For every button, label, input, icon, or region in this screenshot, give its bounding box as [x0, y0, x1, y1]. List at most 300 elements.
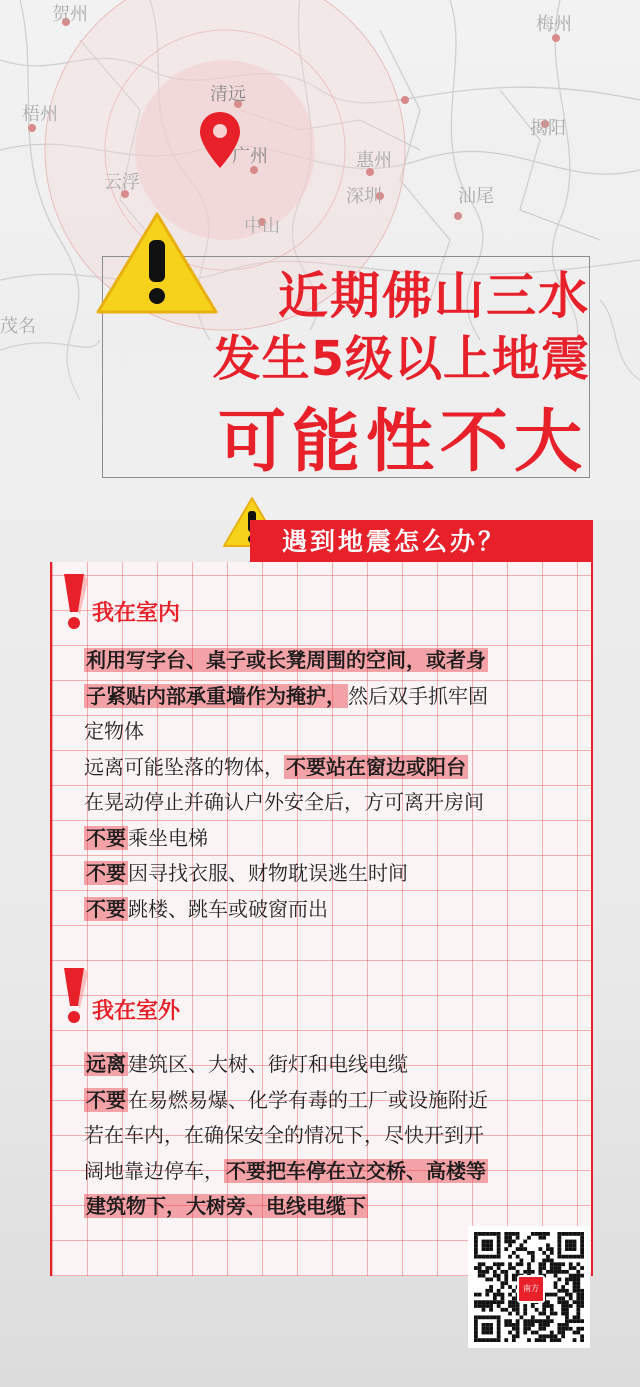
tip-text: 远离可能坠落的物体，: [84, 754, 284, 779]
qr-module: [478, 1300, 482, 1304]
qr-module: [497, 1262, 501, 1266]
qr-module: [485, 1255, 489, 1259]
qr-module: [565, 1247, 569, 1251]
qr-module: [493, 1232, 497, 1236]
qr-module: [516, 1308, 520, 1312]
qr-module: [485, 1240, 489, 1244]
qr-module: [580, 1232, 584, 1236]
qr-module: [576, 1304, 580, 1308]
qr-module: [550, 1319, 554, 1323]
headline-line-1: 近期佛山三水: [278, 267, 590, 325]
qr-module: [554, 1285, 558, 1289]
tip-text: 然后双手抓牢固: [348, 683, 488, 708]
qr-module: [569, 1274, 573, 1278]
qr-module: [565, 1293, 569, 1297]
qr-module: [497, 1243, 501, 1247]
qr-module: [501, 1293, 505, 1297]
qr-module: [482, 1308, 486, 1312]
qr-module: [565, 1281, 569, 1285]
qr-module: [523, 1304, 527, 1308]
qr-module: [527, 1270, 531, 1274]
qr-module: [576, 1300, 580, 1304]
qr-module: [576, 1278, 580, 1282]
qr-module: [512, 1240, 516, 1244]
qr-module: [520, 1247, 524, 1251]
qr-module: [554, 1338, 558, 1342]
exclamation-icon: [58, 962, 90, 1026]
qr-module: [474, 1300, 478, 1304]
qr-module: [474, 1232, 478, 1236]
qr-module: [527, 1266, 531, 1270]
qr-module: [542, 1312, 546, 1316]
tip-highlight: 建筑物下，大树旁、电线电缆下: [86, 1194, 366, 1218]
qr-module: [573, 1232, 577, 1236]
qr-module: [508, 1262, 512, 1266]
qr-module: [474, 1251, 478, 1255]
qr-module: [580, 1274, 584, 1278]
qr-module: [489, 1289, 493, 1293]
qr-module: [516, 1255, 520, 1259]
qr-module: [546, 1315, 550, 1319]
qr-module: [485, 1323, 489, 1327]
qr-module: [546, 1270, 550, 1274]
qr-module: [561, 1270, 565, 1274]
qr-module: [478, 1262, 482, 1266]
qr-module: [497, 1274, 501, 1278]
qr-module: [497, 1293, 501, 1297]
qr-module: [531, 1323, 535, 1327]
city-label: 云浮: [104, 172, 140, 193]
qr-module: [546, 1293, 550, 1297]
city-label: 广州: [232, 146, 268, 167]
qr-module: [493, 1296, 497, 1300]
tip-highlight: 远离: [86, 1052, 126, 1076]
qr-module: [474, 1323, 478, 1327]
qr-module: [561, 1300, 565, 1304]
qr-module: [557, 1270, 561, 1274]
qr-module: [538, 1262, 542, 1266]
qr-module: [550, 1251, 554, 1255]
qr-module: [485, 1266, 489, 1270]
qr-module: [508, 1285, 512, 1289]
qr-module: [485, 1278, 489, 1282]
qr-module: [546, 1323, 550, 1327]
qr-module: [497, 1247, 501, 1251]
qr-module: [508, 1293, 512, 1297]
qr-module: [482, 1262, 486, 1266]
qr-module: [482, 1243, 486, 1247]
qr-module: [512, 1323, 516, 1327]
qr-module: [516, 1236, 520, 1240]
qr-module: [497, 1278, 501, 1282]
qr-module: [580, 1304, 584, 1308]
qr-module: [497, 1255, 501, 1259]
qr-module: [493, 1293, 497, 1297]
tip-line: [84, 682, 488, 710]
qr-module: [508, 1232, 512, 1236]
location-pin-icon: [198, 110, 242, 170]
city-label: 清远: [210, 84, 246, 105]
qr-module: [542, 1251, 546, 1255]
tip-text: 若在车内，在确保安全的情况下，尽快开到开: [84, 1123, 484, 1147]
qr-module: [508, 1300, 512, 1304]
qr-module: [474, 1236, 478, 1240]
qr-module: [531, 1255, 535, 1259]
qr-module: [512, 1334, 516, 1338]
qr-module: [557, 1232, 561, 1236]
qr-module: [557, 1262, 561, 1266]
qr-module: [565, 1255, 569, 1259]
qr-module: [569, 1255, 573, 1259]
qr-module: [561, 1323, 565, 1327]
qr-module: [573, 1240, 577, 1244]
qr-module: [482, 1323, 486, 1327]
qr-module: [546, 1300, 550, 1304]
qr-module: [565, 1323, 569, 1327]
tip-highlight: 不要: [86, 1087, 126, 1112]
tip-highlight: 不要: [86, 825, 126, 850]
qr-module: [520, 1243, 524, 1247]
qr-module: [557, 1255, 561, 1259]
tip-line: [84, 1050, 408, 1078]
qr-module: [576, 1315, 580, 1319]
qr-module: [561, 1285, 565, 1289]
qr-module: [508, 1243, 512, 1247]
qr-module: [482, 1300, 486, 1304]
qr-module: [508, 1331, 512, 1335]
qr-module: [516, 1262, 520, 1266]
qr-module: [576, 1293, 580, 1297]
qr-module: [497, 1334, 501, 1338]
qr-module: [546, 1232, 550, 1236]
qr-module: [504, 1319, 508, 1323]
city-label: 贺州: [52, 4, 88, 25]
qr-module: [531, 1319, 535, 1323]
qr-module: [561, 1331, 565, 1335]
qr-module: [489, 1243, 493, 1247]
qr-module: [573, 1243, 577, 1247]
qr-module: [546, 1243, 550, 1247]
qr-module: [482, 1315, 486, 1319]
tip-text: 乘坐电梯: [128, 825, 208, 850]
qr-module: [482, 1304, 486, 1308]
qr-module: [538, 1338, 542, 1342]
qr-module: [474, 1240, 478, 1244]
qr-module: [546, 1255, 550, 1259]
qr-module: [489, 1327, 493, 1331]
qr-module: [474, 1266, 478, 1270]
qr-module: [493, 1270, 497, 1274]
tip-line: [84, 646, 488, 674]
qr-module: [538, 1319, 542, 1323]
qr-module: [550, 1266, 554, 1270]
tip-line: [84, 859, 408, 887]
qr-module: [489, 1323, 493, 1327]
qr-module: [485, 1304, 489, 1308]
qr-module: [504, 1323, 508, 1327]
qr-module: [485, 1270, 489, 1274]
qr-module: [576, 1270, 580, 1274]
qr-module: [474, 1315, 478, 1319]
qr-module: [538, 1323, 542, 1327]
tip-highlight: 不要: [86, 861, 126, 885]
qr-module: [561, 1334, 565, 1338]
qr-module: [550, 1247, 554, 1251]
qr-module: [516, 1312, 520, 1316]
qr-module: [565, 1240, 569, 1244]
qr-module: [565, 1270, 569, 1274]
qr-module: [478, 1315, 482, 1319]
qr-module: [527, 1251, 531, 1255]
qr-module: [497, 1304, 501, 1308]
qr-module: [482, 1327, 486, 1331]
qr-module: [485, 1331, 489, 1335]
qr-module: [501, 1281, 505, 1285]
qr-module: [542, 1262, 546, 1266]
qr-module: [576, 1285, 580, 1289]
qr-module: [527, 1236, 531, 1240]
qr-module: [580, 1251, 584, 1255]
city-label: 汕尾: [458, 186, 494, 207]
qr-module: [569, 1232, 573, 1236]
qr-module: [557, 1296, 561, 1300]
qr-module: [489, 1247, 493, 1251]
tip-highlight: 利用写字台、桌子或长凳周围的空间，或者身: [86, 648, 486, 672]
qr-module: [535, 1308, 539, 1312]
qr-module: [497, 1236, 501, 1240]
city-label: 深圳: [346, 186, 382, 207]
qr-module: [504, 1308, 508, 1312]
qr-module: [508, 1323, 512, 1327]
qr-module: [573, 1281, 577, 1285]
qr-module: [527, 1327, 531, 1331]
qr-module: [478, 1338, 482, 1342]
qr-module: [520, 1262, 524, 1266]
qr-module: [508, 1312, 512, 1316]
qr-module: [523, 1323, 527, 1327]
qr-module: [580, 1319, 584, 1323]
qr-module: [497, 1300, 501, 1304]
qr-module: [542, 1259, 546, 1263]
qr-module: [569, 1319, 573, 1323]
qr-module: [565, 1289, 569, 1293]
qr-module: [569, 1296, 573, 1300]
qr-module: [489, 1232, 493, 1236]
qr-module: [561, 1308, 565, 1312]
qr-code[interactable]: [468, 1226, 590, 1348]
city-label: 茂名: [0, 316, 36, 337]
qr-module: [493, 1255, 497, 1259]
qr-module: [508, 1266, 512, 1270]
tip-text: 因寻找衣服、财物耽误逃生时间: [128, 861, 408, 885]
qr-module: [516, 1304, 520, 1308]
qr-module: [580, 1334, 584, 1338]
tip-highlight: 不要: [86, 896, 126, 921]
qr-module: [501, 1296, 505, 1300]
qr-module: [561, 1312, 565, 1316]
qr-module: [569, 1266, 573, 1270]
qr-module: [497, 1289, 501, 1293]
qr-module: [474, 1243, 478, 1247]
qr-module: [531, 1232, 535, 1236]
qr-module: [569, 1240, 573, 1244]
qr-module: [504, 1281, 508, 1285]
qr-module: [482, 1331, 486, 1335]
qr-module: [493, 1262, 497, 1266]
tip-highlight: 不要站在窗边或阳台: [286, 754, 466, 779]
qr-module: [565, 1304, 569, 1308]
qr-module: [538, 1327, 542, 1331]
qr-module: [557, 1331, 561, 1335]
qr-module: [482, 1240, 486, 1244]
tip-line: [84, 1121, 484, 1149]
city-label: 梅州: [536, 14, 572, 35]
qr-module: [489, 1255, 493, 1259]
qr-module: [478, 1266, 482, 1270]
qr-module: [573, 1319, 577, 1323]
tip-highlight: 子紧贴内部承重墙作为掩护，: [86, 683, 346, 708]
qr-module: [576, 1296, 580, 1300]
qr-module: [520, 1259, 524, 1263]
qr-module: [561, 1304, 565, 1308]
qr-module: [542, 1266, 546, 1270]
qr-module: [504, 1240, 508, 1244]
qr-module: [573, 1274, 577, 1278]
qr-module: [489, 1315, 493, 1319]
qr-module: [497, 1327, 501, 1331]
qr-module: [482, 1255, 486, 1259]
qr-module: [497, 1319, 501, 1323]
qr-module: [569, 1262, 573, 1266]
qr-module: [523, 1331, 527, 1335]
qr-module: [485, 1327, 489, 1331]
qr-module: [561, 1255, 565, 1259]
qr-module: [573, 1331, 577, 1335]
qr-module: [512, 1327, 516, 1331]
qr-module: [542, 1308, 546, 1312]
qr-module: [497, 1315, 501, 1319]
qr-module: [580, 1289, 584, 1293]
tip-text: 建筑区、大树、街灯和电线电缆: [128, 1052, 408, 1076]
qr-module: [576, 1319, 580, 1323]
qr-module: [576, 1281, 580, 1285]
qr-module: [569, 1278, 573, 1282]
qr-module: [520, 1315, 524, 1319]
tip-line: [84, 1086, 488, 1114]
qr-module: [550, 1312, 554, 1316]
city-label: 梧州: [22, 104, 58, 125]
qr-module: [512, 1232, 516, 1236]
exclamation-icon: [58, 568, 90, 632]
qr-module: [557, 1251, 561, 1255]
qr-module: [557, 1240, 561, 1244]
qr-module: [554, 1262, 558, 1266]
qr-module: [580, 1266, 584, 1270]
qr-module: [474, 1334, 478, 1338]
qr-module: [508, 1240, 512, 1244]
qr-logo: 南方: [517, 1275, 545, 1303]
qr-module: [538, 1236, 542, 1240]
qr-module: [580, 1243, 584, 1247]
qr-module: [508, 1236, 512, 1240]
city-label: 揭阳: [530, 118, 566, 139]
qr-module: [554, 1274, 558, 1278]
qr-module: [504, 1278, 508, 1282]
qr-module: [474, 1319, 478, 1323]
qr-module: [550, 1262, 554, 1266]
qr-module: [523, 1270, 527, 1274]
qr-module: [576, 1312, 580, 1316]
qr-module: [580, 1300, 584, 1304]
qr-module: [554, 1312, 558, 1316]
tip-highlight: 不要把车停在立交桥、高楼等: [226, 1158, 486, 1183]
qr-module: [554, 1270, 558, 1274]
qr-module: [501, 1270, 505, 1274]
qr-module: [561, 1262, 565, 1266]
tip-line: [84, 824, 208, 852]
qr-module: [554, 1281, 558, 1285]
tip-line: [84, 717, 144, 745]
qr-module: [493, 1338, 497, 1342]
tip-text: 在易燃易爆、化学有毒的工厂或设施附近: [128, 1087, 488, 1112]
qr-module: [573, 1285, 577, 1289]
qr-module: [550, 1331, 554, 1335]
qr-module: [565, 1319, 569, 1323]
qr-module: [512, 1300, 516, 1304]
qr-module: [546, 1304, 550, 1308]
tip-line: [84, 753, 468, 781]
qr-module: [550, 1259, 554, 1263]
qr-module: [523, 1308, 527, 1312]
qr-module: [531, 1331, 535, 1335]
qr-module: [523, 1327, 527, 1331]
qr-module: [580, 1296, 584, 1300]
qr-module: [538, 1270, 542, 1274]
qr-module: [474, 1255, 478, 1259]
qr-module: [512, 1278, 516, 1282]
qr-module: [561, 1327, 565, 1331]
headline-line-3: 可能性不大: [217, 403, 588, 482]
qr-module: [478, 1293, 482, 1297]
qr-module: [482, 1232, 486, 1236]
qr-module: [580, 1247, 584, 1251]
qr-module: [565, 1312, 569, 1316]
qr-module: [504, 1236, 508, 1240]
qr-module: [504, 1247, 508, 1251]
qr-module: [489, 1240, 493, 1244]
qr-module: [576, 1255, 580, 1259]
qr-module: [546, 1259, 550, 1263]
qr-module: [531, 1251, 535, 1255]
qr-module: [573, 1315, 577, 1319]
qr-module: [576, 1274, 580, 1278]
qr-module: [497, 1251, 501, 1255]
qr-module: [508, 1319, 512, 1323]
qr-module: [569, 1293, 573, 1297]
qr-module: [580, 1338, 584, 1342]
qr-module: [580, 1293, 584, 1297]
qr-module: [557, 1243, 561, 1247]
qr-module: [474, 1247, 478, 1251]
qr-module: [478, 1270, 482, 1274]
qr-module: [542, 1236, 546, 1240]
qr-module: [512, 1266, 516, 1270]
qr-module: [576, 1289, 580, 1293]
qr-module: [527, 1319, 531, 1323]
qr-module: [542, 1319, 546, 1323]
qr-module: [535, 1319, 539, 1323]
qr-module: [569, 1247, 573, 1251]
